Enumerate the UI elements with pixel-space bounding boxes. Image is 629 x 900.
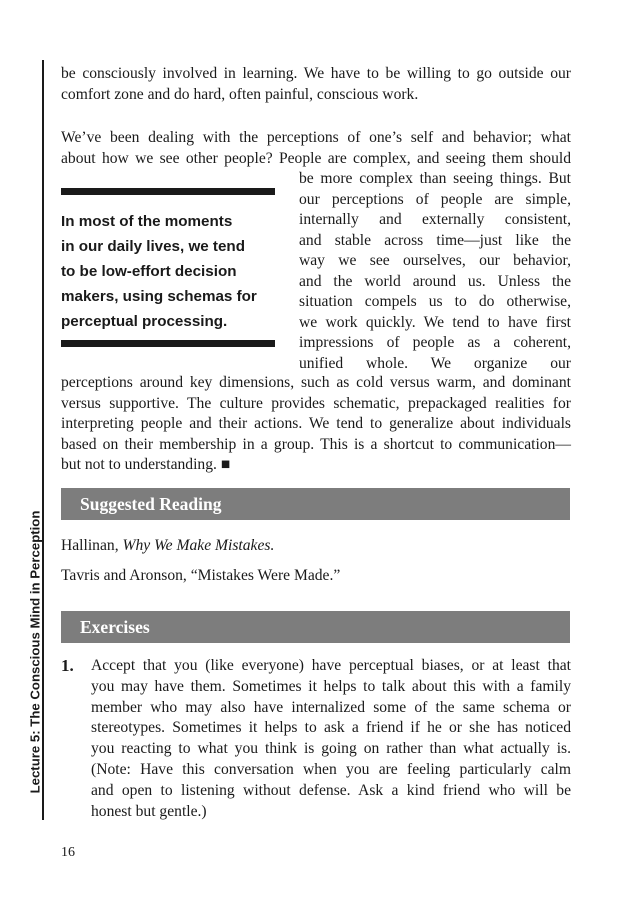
exercises-heading: Exercises xyxy=(61,611,570,643)
text-line: be consciously involved in learning. We have to be willing to go outside our xyxy=(61,65,571,82)
text-line: you reacting to what you think is going on rather than what actually is. xyxy=(91,740,571,758)
pull-quote-line: In most of the moments xyxy=(61,213,233,230)
text-line: impressions of people as a coherent, xyxy=(299,334,571,351)
text-line: based on their membership in a group. This is a shortcut to communication— xyxy=(61,435,571,453)
page-number: 16 xyxy=(61,845,75,860)
text-line: We’ve been dealing with the perceptions of one’s self and behavior; what xyxy=(61,129,571,146)
pull-quote-top-bar xyxy=(61,188,275,195)
text-line: and open to listening without defense. Ask a kind friend who will be xyxy=(91,781,571,799)
reference-author: Hallinan, xyxy=(61,537,123,554)
text-line: comfort zone and do hard, often painful, conscious work. xyxy=(61,85,419,103)
exercise-text xyxy=(91,656,571,822)
text-line: interpreting people and their actions. We tend to generalize about individuals xyxy=(61,415,571,432)
reading-reference: Tavris and Aronson, “Mistakes Were Made.” xyxy=(61,567,341,584)
paragraph-continuation xyxy=(61,373,571,476)
text-line: you may have them. Sometimes it helps to talk about this with a family xyxy=(91,677,571,695)
text-line: our perceptions of people are simple, xyxy=(299,190,571,208)
text-line: (Note: Have this conversation when you are feeling particularly calm xyxy=(91,760,571,778)
text-line: be more complex than seeing things. But xyxy=(299,170,571,187)
text-line: stereotypes. Sometimes it helps to ask a friend if he or she has noticed xyxy=(91,719,571,737)
text-line: but not to understanding. ■ xyxy=(61,456,231,473)
wrapped-text-column xyxy=(299,169,571,374)
pull-quote-line: to be low-effort decision xyxy=(61,263,237,280)
reading-reference xyxy=(61,536,274,556)
text-line: internally and externally consistent, xyxy=(299,211,571,228)
pull-quote xyxy=(61,188,275,347)
paragraph-intro xyxy=(61,64,571,105)
text-line: Accept that you (like everyone) have perceptual biases, or at least that xyxy=(91,657,571,674)
pull-quote-line: in our daily lives, we tend xyxy=(61,238,245,255)
text-line: honest but gentle.) xyxy=(91,802,207,820)
reference-title: Why We Make Mistakes. xyxy=(122,537,275,554)
pull-quote-line: perceptual processing. xyxy=(61,313,228,330)
text-line: about how we see other people? People are complex, and seeing them should xyxy=(61,149,571,167)
text-line: way we see ourselves, our behavior, xyxy=(299,252,571,269)
text-line: we work quickly. We tend to have first xyxy=(299,313,571,331)
text-line: situation compels us to do otherwise, xyxy=(299,293,571,310)
text-line: perceptions around key dimensions, such as cold versus warm, and dominant xyxy=(61,374,571,391)
pull-quote-line: makers, using schemas for xyxy=(61,288,257,305)
suggested-reading-heading: Suggested Reading xyxy=(61,488,570,520)
text-line: and stable across time—just like the xyxy=(299,231,571,249)
pull-quote-bottom-bar xyxy=(61,340,275,347)
text-line: unified whole. We organize our xyxy=(299,354,571,372)
text-line: member who may also have internalized some of the same schema or xyxy=(91,698,571,716)
exercise-number: 1. xyxy=(61,656,74,675)
text-line: and the world around us. Unless the xyxy=(299,272,571,290)
text-line: versus supportive. The culture provides schematic, prepackaged realities for xyxy=(61,394,571,412)
running-head-lecture-title: Lecture 5: The Conscious Mind in Perception xyxy=(27,510,43,794)
